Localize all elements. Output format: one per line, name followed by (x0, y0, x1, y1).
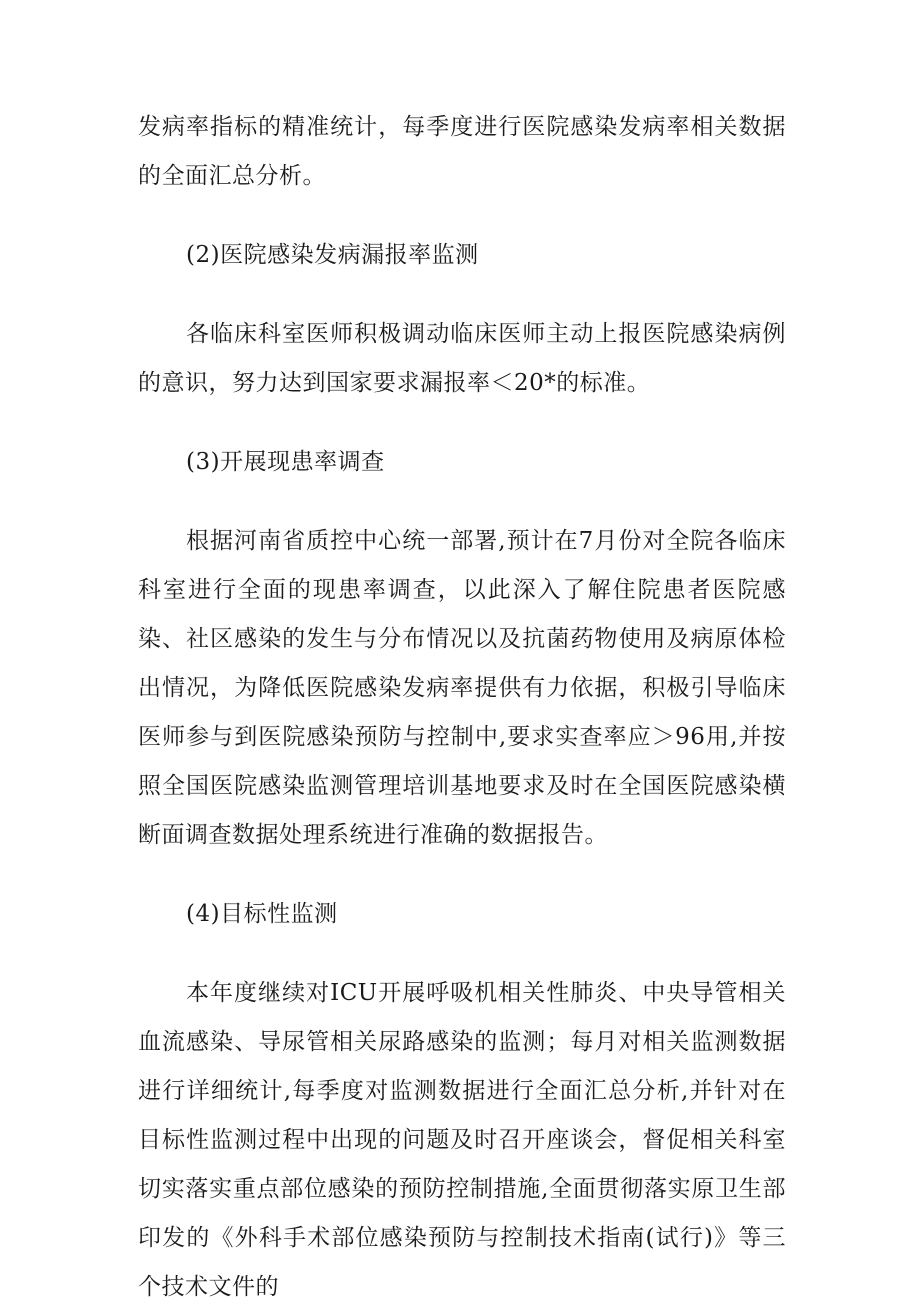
paragraph-gap (138, 860, 786, 890)
section-heading-2: (2)医院感染发病漏报率监测 (186, 242, 479, 268)
paragraph-underreport: 各临床科室医师积极调动临床医师主动上报医院感染病例的意识，努力达到国家要求漏报率＜20*的标准。 (138, 321, 786, 396)
section-heading-4: (4)目标性监测 (186, 901, 338, 927)
paragraph-gap (138, 408, 786, 438)
paragraph-prevalence-survey: 根据河南省质控中心统一部署,预计在7月份对全院各临床科室进行全面的现患率调查，以此深入了解住院患者医院感染、社区感染的发生与分布情况以及抗菌药物使用及病原体检出情况，为降低医院感染发病率提供有力依据，积极引导临床医师参与到医院感染预防与控制中,要求实查率应＞96用,并按照全国医院感染监测管理培训基地要求及时在全国医院感染横断面调查数据处理系统进行准确的数据报告。 (138, 528, 786, 848)
paragraph-gap (138, 280, 786, 310)
paragraph-targeted-monitoring: 本年度继续对ICU开展呼吸机相关性肺炎、中央导管相关血流感染、导尿管相关尿路感染的监测；每月对相关监测数据进行详细统计,每季度对监测数据进行全面汇总分析,并针对在目标性监测过程中出现的问题及时召开座谈会，督促相关科室切实落实重点部位感染的预防控制措施,全面贯彻落实原卫生部印发的《外科手术部位感染预防与控制技术指南(试行)》等三个技术文件的 (138, 980, 786, 1300)
paragraph-gap (138, 939, 786, 969)
document-body (138, 103, 786, 1312)
paragraph-incidence-summary: 发病率指标的精准统计，每季度进行医院感染发病率相关数据的全面汇总分析。 (138, 114, 786, 189)
section-heading-3: (3)开展现患率调查 (186, 449, 385, 475)
paragraph-gap (138, 201, 786, 231)
paragraph-gap (138, 487, 786, 517)
